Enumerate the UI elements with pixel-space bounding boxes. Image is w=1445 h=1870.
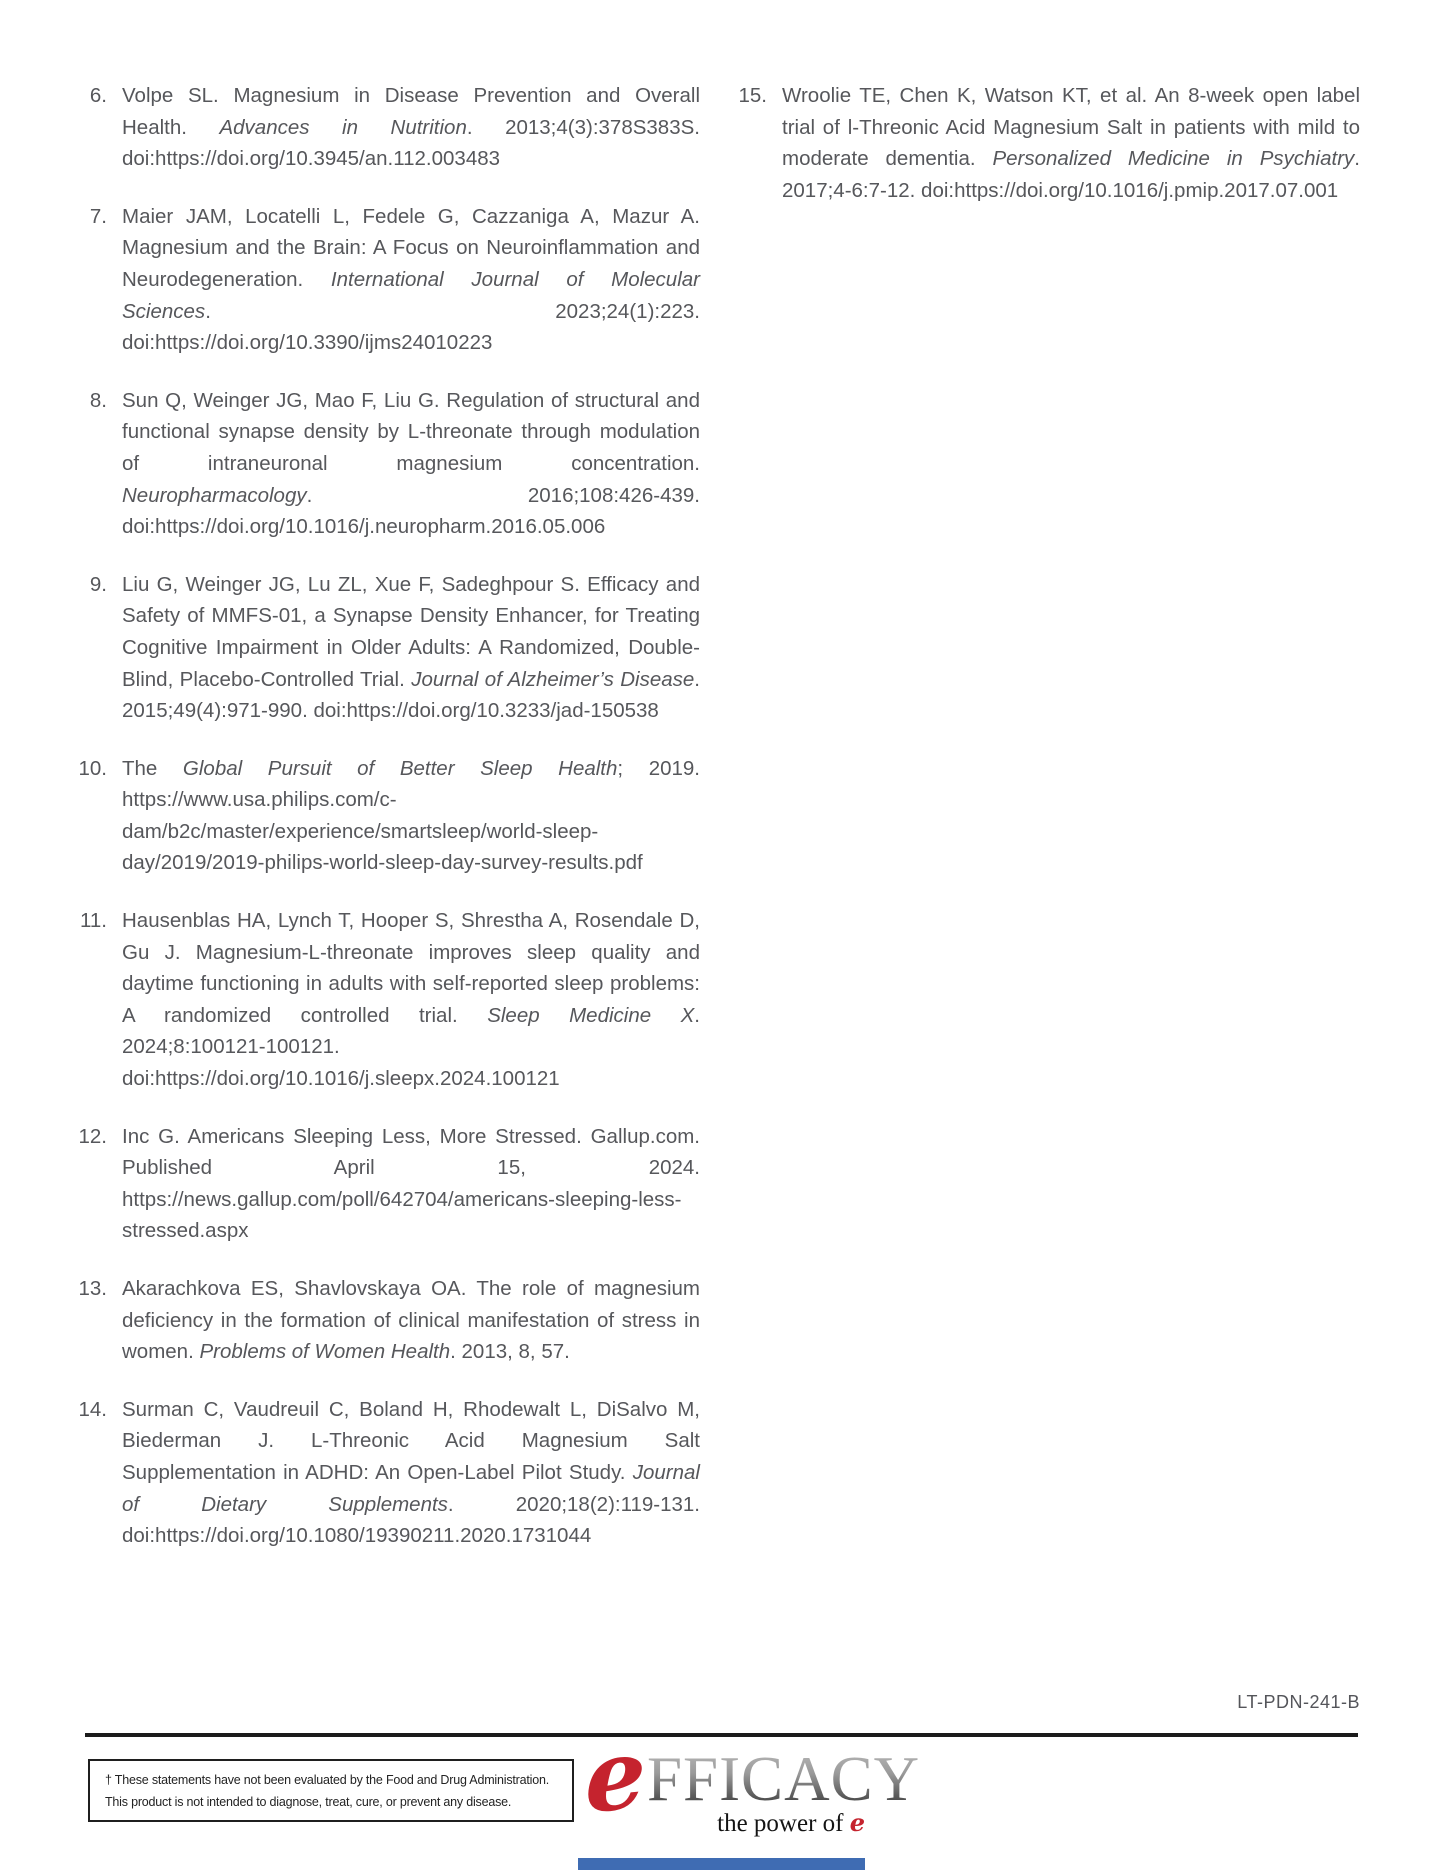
reference-text-segment: Surman C, Vaudreuil C, Boland H, Rhodewalt L, DiSalvo M, Biederman J. L-Threonic Acid Magnesium Salt Supplementation in ADHD: An Open-Label Pilot Study. xyxy=(122,1397,700,1484)
reference-number: 13. xyxy=(78,1277,107,1300)
reference-journal-title: Journal of Alzheimer’s Disease xyxy=(411,667,695,691)
logo-script-e: e xyxy=(585,1715,646,1836)
reference-text-segment: . 2016;108:426-439. doi:https://doi.org/10.1016/j.neuropharm.2016.05.006 xyxy=(122,483,700,539)
reference-text xyxy=(122,385,700,543)
reference-item xyxy=(73,1273,700,1368)
reference-number: 12. xyxy=(78,1124,107,1148)
reference-text-segment: . 2017;4-6:7-12. doi:https://doi.org/10.1016/j.pmip.2017.07.001 xyxy=(782,147,1360,202)
reference-item xyxy=(73,385,700,543)
logo-tagline-text: the power of xyxy=(717,1810,850,1837)
logo-wordmark: FFICACY xyxy=(647,1744,921,1814)
reference-number: 11. xyxy=(80,909,107,933)
reference-journal-title: Problems of Women Health xyxy=(199,1340,451,1364)
reference-text xyxy=(122,1394,700,1552)
reference-journal-title: Journal of Dietary Supplements xyxy=(122,1460,700,1516)
reference-number: 14. xyxy=(78,1397,107,1421)
reference-number: 8. xyxy=(89,388,107,412)
references-column-left xyxy=(73,80,700,1578)
footer-divider-rule xyxy=(85,1733,1358,1737)
logo-tagline-script-e: e xyxy=(849,1808,865,1837)
reference-text-segment: . 2013;4(3):378S383S. doi:https://doi.org/10.3945/an.112.003483 xyxy=(122,115,700,171)
reference-item xyxy=(73,201,700,359)
reference-text-segment: The xyxy=(122,756,183,780)
reference-text-segment: . 2023;24(1):223. doi:https://doi.org/10.3390/ijms24010223 xyxy=(122,299,700,355)
reference-item xyxy=(73,905,700,1095)
reference-text xyxy=(782,80,1360,206)
reference-text-segment: . 2015;49(4):971-990. doi:https://doi.org/10.3233/jad-150538 xyxy=(122,667,700,723)
references-section xyxy=(73,80,1360,1578)
fda-disclaimer-line-2: This product is not intended to diagnose, treat, cure, or prevent any disease. xyxy=(105,1794,512,1809)
reference-text-segment: Akarachkova ES, Shavlovskaya OA. The role of magnesium deficiency in the formation of clinical manifestation of stress in women. xyxy=(122,1277,700,1364)
reference-item xyxy=(73,1394,700,1552)
reference-item xyxy=(73,80,700,175)
reference-text-segment: . 2020;18(2):119-131. doi:https://doi.org/10.1080/19390211.2020.1731044 xyxy=(122,1492,700,1548)
reference-text-segment: ; 2019. https://www.usa.philips.com/c-dam/b2c/master/experience/smartsleep/world-sleep-day/2019/2019-philips-world-sleep-day-survey-results.pdf xyxy=(122,756,700,875)
reference-item xyxy=(73,1121,700,1247)
reference-number: 7. xyxy=(89,204,107,228)
reference-number: 10. xyxy=(78,756,107,780)
logo-tagline xyxy=(717,1808,865,1837)
reference-journal-title: Advances in Nutrition xyxy=(219,115,467,139)
reference-journal-title: Global Pursuit of Better Sleep Health xyxy=(182,756,618,780)
reference-text-segment: Inc G. Americans Sleeping Less, More Stressed. Gallup.com. Published April 15, 2024. https://news.gallup.com/poll/642704/americans-sleeping-less-stressed.aspx xyxy=(122,1124,700,1243)
reference-text-segment: Hausenblas HA, Lynch T, Hooper S, Shrestha A, Rosendale D, Gu J. Magnesium-L-threonate improves sleep quality and daytime functioning in adults with self-reported sleep problems: A randomized controlled trial. xyxy=(122,909,700,1027)
reference-text-segment: Maier JAM, Locatelli L, Fedele G, Cazzaniga A, Mazur A. Magnesium and the Brain: A Focus on Neuroinflammation and Neurodegeneration. xyxy=(122,204,700,291)
fda-disclaimer-line-1: † These statements have not been evaluated by the Food and Drug Administration. xyxy=(105,1773,549,1787)
reference-text-segment: Sun Q, Weinger JG, Mao F, Liu G. Regulation of structural and functional synapse density by L-threonate through modulation of intraneuronal magnesium concentration. xyxy=(122,388,700,475)
reference-text-segment: . 2013, 8, 57. xyxy=(450,1340,570,1364)
references-column-right xyxy=(733,80,1360,1578)
reference-text xyxy=(122,1121,700,1247)
reference-text xyxy=(122,80,700,175)
reference-text-segment: Liu G, Weinger JG, Lu ZL, Xue F, Sadeghpour S. Efficacy and Safety of MMFS-01, a Synapse Density Enhancer, for Treating Cognitive Impairment in Older Adults: A Randomized, Double-Blind, Placebo-Controlled Trial. xyxy=(122,572,700,691)
reference-journal-title: Neuropharmacology xyxy=(122,483,307,507)
reference-text-segment: Wroolie TE, Chen K, Watson KT, et al. An 8-week open label trial of l-Threonic Acid Magnesium Salt in patients with mild to moderate dementia. xyxy=(782,84,1360,171)
reference-number: 15. xyxy=(738,84,767,107)
reference-text xyxy=(122,753,700,879)
efficacy-logo xyxy=(585,1715,921,1847)
footer-accent-bar xyxy=(578,1858,865,1870)
reference-journal-title: Personalized Medicine in Psychiatry xyxy=(992,147,1355,171)
reference-item xyxy=(73,753,700,879)
reference-number: 6. xyxy=(89,84,107,107)
reference-text xyxy=(122,569,700,727)
reference-text xyxy=(122,905,700,1095)
reference-item xyxy=(733,80,1360,206)
reference-item xyxy=(73,569,700,727)
reference-number: 9. xyxy=(89,572,107,596)
reference-journal-title: International Journal of Molecular Sciences xyxy=(122,267,700,323)
reference-text-segment: . 2024;8:100121-100121. doi:https://doi.org/10.1016/j.sleepx.2024.100121 xyxy=(122,1003,700,1091)
reference-text xyxy=(122,201,700,359)
reference-text xyxy=(122,1273,700,1368)
fda-disclaimer-box xyxy=(88,1759,574,1822)
document-code: LT-PDN-241-B xyxy=(1237,1692,1360,1712)
reference-text-segment: Volpe SL. Magnesium in Disease Prevention and Overall Health. xyxy=(122,84,700,139)
reference-journal-title: Sleep Medicine X xyxy=(487,1003,695,1027)
